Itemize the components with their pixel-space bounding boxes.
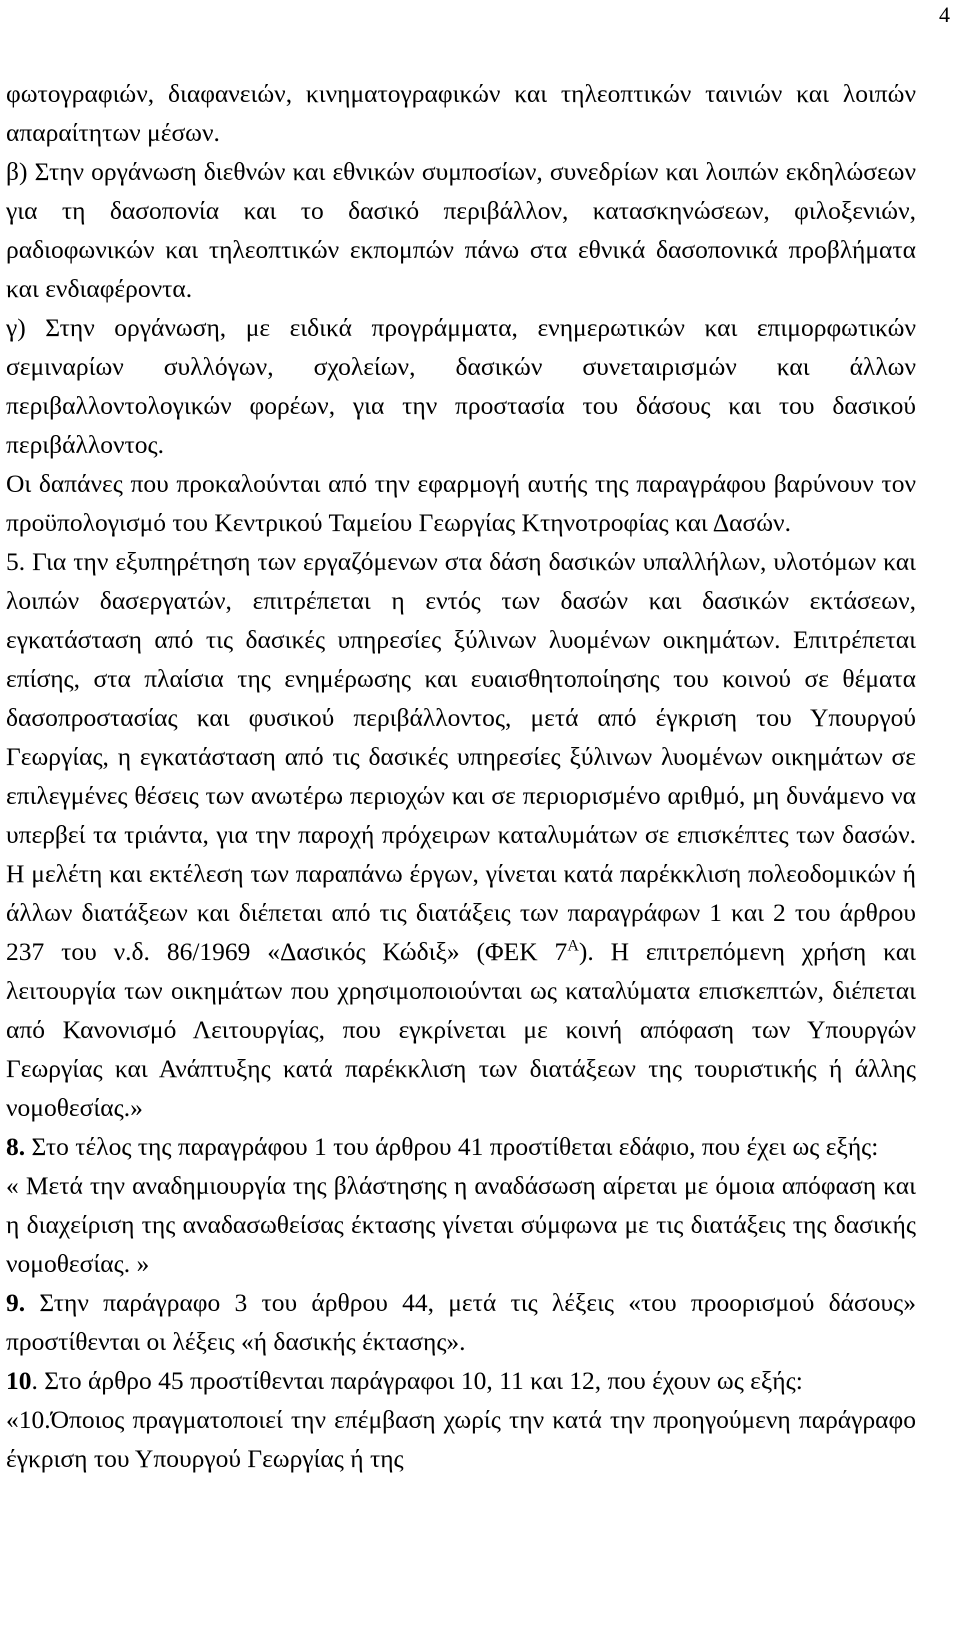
- paragraph-media-list: φωτογραφιών, διαφανειών, κινηματογραφικών και τηλεοπτικών ταινιών και λοιπών απαραίτητων μέσων.: [6, 79, 916, 147]
- paragraph-9: [6, 1283, 916, 1361]
- paragraph-8: [6, 1127, 916, 1166]
- paragraph-5-text-part-2: ). Η επιτρεπόμενη χρήση και λειτουργία των οικημάτων που χρησιμοποιούνται ως καταλύματα επισκεπτών, διέπεται από Κανονισμό Λειτουργίας, που εγκρίνεται με κοινή απόφαση των Υπουργών Γεωργίας και Ανάπτυξης κατά παρέκκλιση των διατάξεων της τουριστικής ή άλλης νομοθεσίας.»: [6, 937, 916, 1122]
- paragraph-expenses: Οι δαπάνες που προκαλούνται από την εφαρμογή αυτής της παραγράφου βαρύνουν τον προϋπολογισμό του Κεντρικού Ταμείου Γεωργίας Κτηνοτροφίας και Δασών.: [6, 469, 916, 537]
- document-body: [6, 74, 916, 1478]
- paragraph-10-quote: «10.Όποιος πραγματοποιεί την επέμβαση χωρίς την κατά την προηγούμενη παράγραφο έγκριση του Υπουργού Γεωργίας ή της: [6, 1405, 916, 1473]
- paragraph-5-text-part-1: 5. Για την εξυπηρέτηση των εργαζόμενων στα δάση δασικών υπαλλήλων, υλοτόμων και λοιπών δασεργατών, επιτρέπεται η εντός των δασών και δασικών εκτάσεων, εγκατάσταση από τις δασικές υπηρεσίες ξύλινων λυομένων οικημάτων. Επιτρέπεται επίσης, στα πλαίσια της ενημέρωσης και ευαισθητοποίησης του κοινού σε θέματα δασοπροστασίας και φυσικού περιβάλλοντος, μετά από έγκριση του Υπουργού Γεωργίας, η εγκατάσταση από τις δασικές υπηρεσίες ξύλινων λυομένων οικημάτων σε επιλεγμένες θέσεις των ανωτέρω περιοχών και σε περιορισμένο αριθμό, μη δυνάμενο να υπερβεί τα τριάντα, για την παροχή πρόχειρων καταλυμάτων σε επισκέπτες των δασών. Η μελέτη και εκτέλεση των παραπάνω έργων, γίνεται κατά παρέκκλιση πολεοδομικών ή άλλων διατάξεων και διέπεται από τις διατάξεις των παραγράφων 1 και 2 του άρθρου 237 του ν.δ. 86/1969 «Δασικός Κώδιξ» (ΦΕΚ 7: [6, 547, 916, 966]
- paragraph-9-text: Στην παράγραφο 3 του άρθρου 44, μετά τις λέξεις «του προορισμού δάσους» προστίθενται οι λέξεις «ή δασικής έκτασης».: [6, 1288, 916, 1356]
- paragraph-reforestation-quote: « Μετά την αναδημιουργία της βλάστησης η αναδάσωση αίρεται με όμοια απόφαση και η διαχείριση της αναδασωθείσας έκτασης γίνεται σύμφωνα με τις διατάξεις της δασικής νομοθεσίας. »: [6, 1171, 916, 1278]
- paragraph-10-number: 10: [6, 1366, 32, 1395]
- paragraph-9-number: 9.: [6, 1288, 26, 1317]
- paragraph-8-text: Στο τέλος της παραγράφου 1 του άρθρου 41 προστίθεται εδάφιο, που έχει ως εξής:: [25, 1132, 879, 1161]
- paragraph-10: [6, 1361, 916, 1400]
- paragraph-c-seminars: γ) Στην οργάνωση, με ειδικά προγράμματα, ενημερωτικών και επιμορφωτικών σεμιναρίων συλλόγων, σχολείων, δασικών συνεταιρισμών και άλλων περιβαλλοντολογικών φορέων, για την προστασία του δάσους και του δασικού περιβάλλοντος.: [6, 313, 916, 459]
- paragraph-b-symposia: β) Στην οργάνωση διεθνών και εθνικών συμποσίων, συνεδρίων και λοιπών εκδηλώσεων για τη δασοπονία και το δασικό περιβάλλον, κατασκηνώσεων, φιλοξενιών, ραδιοφωνικών και τηλεοπτικών εκπομπών πάνω στα εθνικά δασοπονικά προβλήματα και ενδιαφέροντα.: [6, 157, 916, 303]
- paragraph-8-number: 8.: [6, 1132, 26, 1161]
- page-number: 4: [939, 2, 950, 27]
- paragraph-10-text: . Στο άρθρο 45 προστίθενται παράγραφοι 10, 11 και 12, που έχουν ως εξής:: [31, 1366, 803, 1395]
- superscript-a: Α: [567, 937, 579, 955]
- paragraph-5-forest-housing: [6, 542, 916, 1127]
